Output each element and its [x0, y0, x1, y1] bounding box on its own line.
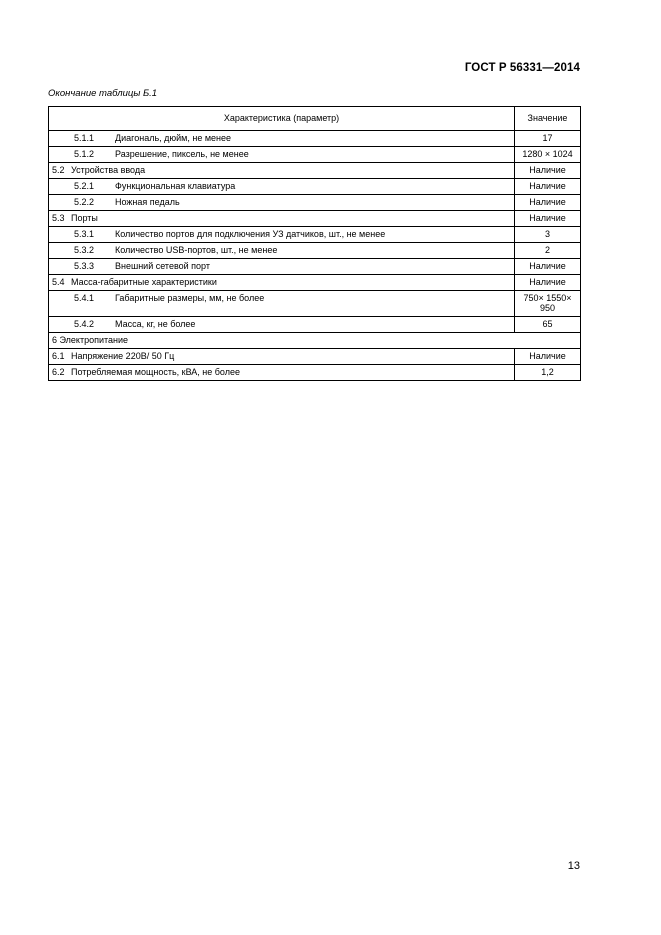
value-cell: Наличие	[515, 348, 581, 364]
column-header-value: Значение	[515, 107, 581, 131]
table-row	[49, 211, 581, 227]
item-number: 5.3	[52, 213, 65, 223]
value-cell: Наличие	[515, 275, 581, 291]
item-number: 5.2	[52, 165, 65, 175]
parameter-cell	[49, 179, 515, 195]
item-text: Напряжение 220В/ 50 Гц	[71, 350, 175, 361]
parameter-cell	[49, 348, 515, 364]
item-text: Функциональная клавиатура	[115, 181, 236, 191]
table-row	[49, 243, 581, 259]
item-text: Потребляемая мощность, кВА, не более	[71, 366, 240, 377]
table-caption: Окончание таблицы Б.1	[48, 88, 158, 99]
table-row	[49, 316, 581, 332]
table-row	[49, 259, 581, 275]
spec-table	[48, 106, 581, 381]
table-row	[49, 348, 581, 364]
parameter-cell	[49, 131, 515, 147]
item-text: Диагональ, дюйм, не менее	[115, 133, 232, 143]
value-cell: 1,2	[515, 364, 581, 380]
value-cell: Наличие	[515, 179, 581, 195]
value-cell: 2	[515, 243, 581, 259]
table-row	[49, 163, 581, 179]
item-text: Устройства ввода	[71, 165, 146, 175]
parameter-cell	[49, 195, 515, 211]
item-text: Внешний сетевой порт	[115, 261, 210, 271]
value-cell: Наличие	[515, 163, 581, 179]
parameter-cell	[49, 163, 515, 179]
item-text: Габаритные размеры, мм, не более	[115, 293, 265, 303]
parameter-cell	[49, 316, 515, 332]
value-cell: 1280 × 1024	[515, 147, 581, 163]
value-cell: 17	[515, 131, 581, 147]
item-text: Масса, кг, не более	[115, 318, 196, 329]
section-heading: 6 Электропитание	[49, 332, 581, 348]
value-cell: 750× 1550× 950	[515, 291, 581, 317]
value-cell: 3	[515, 227, 581, 243]
parameter-cell	[49, 211, 515, 227]
parameter-cell	[49, 275, 515, 291]
item-number: 5.4.1	[74, 293, 95, 303]
parameter-cell	[49, 364, 515, 380]
table-row	[49, 332, 581, 348]
table-row	[49, 364, 581, 380]
parameter-cell	[49, 243, 515, 259]
table-row	[49, 131, 581, 147]
column-header-parameter: Характеристика (параметр)	[49, 107, 515, 131]
item-number: 5.1.2	[74, 149, 95, 159]
table-row	[49, 195, 581, 211]
table-row	[49, 147, 581, 163]
item-text: Масса-габаритные характеристики	[71, 277, 217, 287]
item-text: Порты	[71, 213, 98, 223]
table-row	[49, 275, 581, 291]
parameter-cell	[49, 147, 515, 163]
item-text: Разрешение, пиксель, не менее	[115, 149, 249, 159]
item-number: 5.3.2	[74, 245, 95, 255]
table-header-row	[49, 107, 581, 131]
item-number: 6.2	[52, 366, 65, 377]
item-text: Ножная педаль	[115, 197, 180, 207]
item-number: 5.4.2	[74, 318, 95, 329]
page-number: 13	[567, 860, 580, 872]
parameter-cell	[49, 291, 515, 317]
item-number: 6.1	[52, 350, 65, 361]
value-cell: Наличие	[515, 259, 581, 275]
table-row	[49, 291, 581, 317]
value-cell: 65	[515, 316, 581, 332]
parameter-cell	[49, 259, 515, 275]
standard-number: ГОСТ Р 56331—2014	[464, 62, 580, 74]
item-number: 5.2.1	[74, 181, 95, 191]
item-number: 5.4	[52, 277, 65, 287]
item-number: 5.1.1	[74, 133, 95, 143]
value-cell: Наличие	[515, 211, 581, 227]
item-number: 5.3.3	[74, 261, 95, 271]
item-number: 5.2.2	[74, 197, 95, 207]
parameter-cell	[49, 227, 515, 243]
item-text: Количество портов для подключения УЗ датчиков, шт., не менее	[115, 229, 386, 239]
item-text: Количество USB-портов, шт., не менее	[115, 245, 278, 255]
value-cell: Наличие	[515, 195, 581, 211]
item-number: 5.3.1	[74, 229, 95, 239]
table-row	[49, 227, 581, 243]
table-row	[49, 179, 581, 195]
